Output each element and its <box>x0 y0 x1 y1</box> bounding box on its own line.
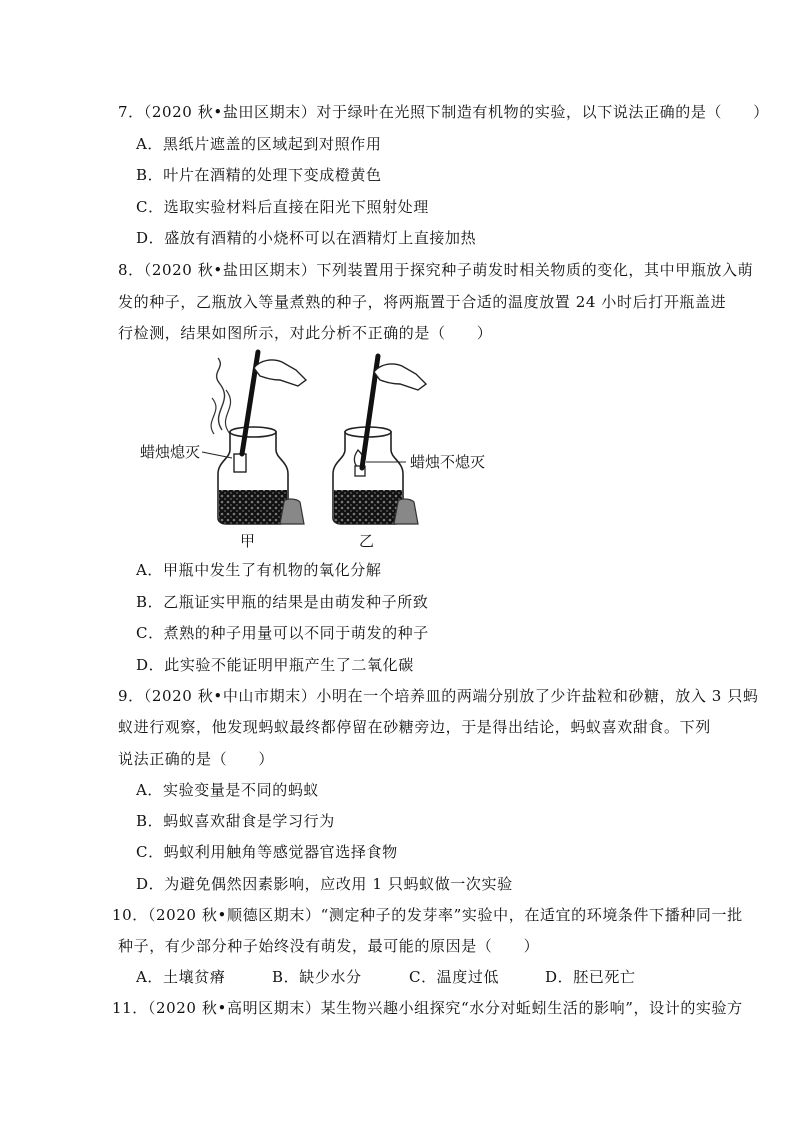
jar-lid-yi <box>394 499 418 524</box>
question-10-option-c: C．温度过低 <box>409 968 500 986</box>
question-9-stem-line-2: 蚁进行观察，他发现蚂蚁最终都停留在砂糖旁边，于是得出结论，蚂蚁喜欢甜食。下列 <box>118 718 711 736</box>
smoke-icon <box>217 358 225 430</box>
question-7-option-d: D．盛放有酒精的小烧杯可以在酒精灯上直接加热 <box>136 229 477 247</box>
question-9-stem-line-1: 9．（2020 秋•中山市期末）小明在一个培养皿的两端分别放了少许盐粒和砂糖，放入 3 只蚂 <box>118 687 759 705</box>
hand-icon <box>254 360 306 386</box>
question-8-stem-line-2: 发的种子，乙瓶放入等量煮熟的种子，将两瓶置于合适的温度放置 24 小时后打开瓶盖进 <box>118 293 727 311</box>
question-10-option-a: A．土壤贫瘠 <box>136 968 226 986</box>
question-7-option-b: B．叶片在酒精的处理下变成橙黄色 <box>136 166 382 184</box>
question-7-stem: 7．（2020 秋•盐田区期末）对于绿叶在光照下制造有机物的实验，以下说法正确的是（ ） <box>118 103 769 121</box>
question-9-option-c: C．蚂蚁利用触角等感觉器官选择食物 <box>136 843 398 861</box>
question-8-stem-line-1: 8．（2020 秋•盐田区期末）下列装置用于探究种子萌发时相关物质的变化，其中甲瓶放入萌 <box>118 261 754 279</box>
question-9-option-b: B．蚂蚁喜欢甜食是学习行为 <box>136 812 335 830</box>
question-8-option-c: C．煮熟的种子用量可以不同于萌发的种子 <box>136 624 429 642</box>
question-8-option-a: A．甲瓶中发生了有机物的氧化分解 <box>136 561 382 579</box>
jar-yi <box>333 356 426 524</box>
question-10-stem-line-1: 10．（2020 秋•顺德区期末）“测定种子的发芽率”实验中，在适宜的环境条件下播种同一批 <box>112 906 743 924</box>
question-8-option-b: B．乙瓶证实甲瓶的结果是由萌发种子所致 <box>136 593 429 611</box>
question-10-stem-line-2: 种子，有少部分种子始终没有萌发，最可能的原因是（ ） <box>118 937 540 955</box>
question-8-option-d: D．此实验不能证明甲瓶产生了二氧化碳 <box>136 656 414 674</box>
question-8-stem-line-3: 行检测，结果如图所示，对此分析不正确的是（ ） <box>118 324 493 342</box>
hand-icon <box>374 364 426 390</box>
jar-lid-jia <box>280 499 304 524</box>
label-candle-extinguished: 蜡烛熄灭 <box>140 443 201 461</box>
question-7-option-a: A．黑纸片遮盖的区域起到对照作用 <box>136 135 382 153</box>
boiled-seeds <box>334 490 402 524</box>
caption-yi: 乙 <box>359 532 375 550</box>
question-10-options <box>0 967 794 987</box>
caption-jia: 甲 <box>240 532 256 550</box>
question-7-option-c: C．选取实验材料后直接在阳光下照射处理 <box>136 198 429 216</box>
question-9-option-a: A．实验变量是不同的蚂蚁 <box>136 781 320 799</box>
label-candle-not-extinguished: 蜡烛不熄灭 <box>410 453 486 471</box>
question-10-option-b: B．缺少水分 <box>272 968 362 986</box>
question-10-option-d: D．胚已死亡 <box>545 968 636 986</box>
question-11-stem-line-1: 11．（2020 秋•高明区期末）某生物兴趣小组探究“水分对蚯蚓生活的影响”，设计的实验方 <box>112 999 743 1017</box>
question-9-option-d: D．为避免偶然因素影响，应改用 1 只蚂蚁做一次实验 <box>136 875 513 893</box>
germinating-seeds <box>219 490 287 524</box>
question-9-stem-line-3: 说法正确的是（ ） <box>118 750 275 768</box>
jar-jia <box>211 352 306 524</box>
